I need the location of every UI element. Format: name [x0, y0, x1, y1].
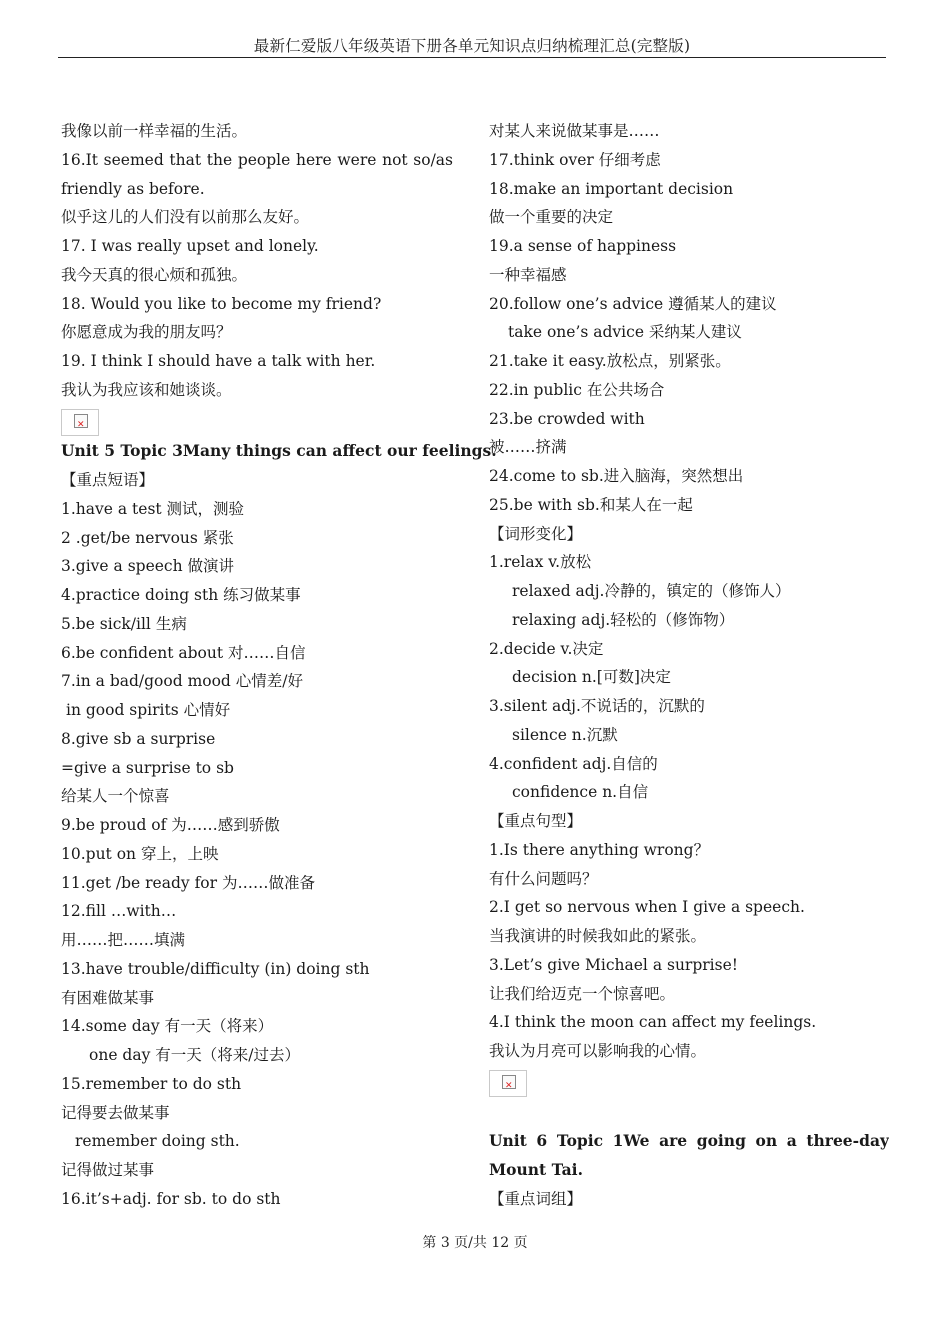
text-line: 1.relax v.放松 [489, 553, 592, 572]
left-column [61, 117, 497, 1214]
text-line: 【重点词组】 [489, 1189, 583, 1208]
text-line: 给某人一个惊喜 [61, 787, 170, 806]
text-line: 做一个重要的决定 [489, 208, 614, 227]
text-line: 我认为我应该和她谈谈。 [61, 380, 232, 399]
text-line: 2.I get so nervous when I give a speech. [489, 898, 805, 917]
text-line: 8.give sb a surprise [61, 729, 216, 748]
header-rule [58, 57, 886, 58]
text-line: 【重点短语】 [61, 471, 155, 489]
text-line: 2.decide v.决定 [489, 639, 604, 658]
broken-image-icon [61, 409, 99, 436]
text-line: confidence n.自信 [512, 783, 649, 802]
text-line: one day 有一天（将来/过去） [89, 1046, 300, 1064]
text-line: 3.Let’s give Michael a surprise! [489, 955, 738, 974]
text-line: relaxed adj.冷静的，镇定的（修饰人） [512, 582, 791, 600]
text-line: 1.have a test 测试，测验 [61, 499, 245, 518]
text-line: 4.I think the moon can affect my feelings. [489, 1013, 817, 1032]
image-placeholder [61, 409, 453, 438]
text-line: =give a surprise to sb [61, 758, 234, 777]
text-line: 被……挤满 [489, 438, 567, 457]
text-line: 4.practice doing sth 练习做某事 [61, 586, 301, 604]
text-line: 【词形变化】 [489, 524, 583, 543]
text-line: 19.a sense of happiness [489, 237, 677, 255]
text-line: 10.put on 穿上，上映 [61, 844, 219, 863]
text-line: 13.have trouble/difficulty (in) doing sth [61, 959, 370, 978]
text-line: 21.take it easy.放松点，别紧张。 [489, 352, 731, 370]
text-line: friendly as before. [61, 179, 205, 198]
text-line: decision n.[可数]决定 [512, 668, 671, 687]
text-line: 有困难做某事 [61, 988, 155, 1007]
right-column [489, 117, 889, 1214]
text-line: 3.silent adj.不说话的，沉默的 [489, 697, 705, 715]
text-line: 我认为月亮可以影响我的心情。 [489, 1042, 707, 1060]
text-line: take one’s advice 采纳某人建议 [508, 323, 742, 342]
text-line: 18.make an important decision [489, 179, 734, 198]
text-line: 16.It seemed that the people here were not so/as [61, 150, 453, 169]
text-line: 记得要去做某事 [61, 1103, 170, 1122]
text-line: 16.it’s+adj. for sb. to do sth [61, 1189, 281, 1208]
text-line: 7.in a bad/good mood 心情差/好 [61, 672, 303, 691]
blank-line [489, 1099, 889, 1128]
text-line: 有什么问题吗？ [489, 869, 598, 888]
text-line: 用……把……填满 [61, 931, 186, 949]
text-line: 当我演讲的时候我如此的紧张。 [489, 927, 707, 945]
text-line: 19. I think I should have a talk with her. [61, 352, 376, 370]
text-line: relaxing adj.轻松的（修饰物） [512, 610, 735, 629]
section-heading: Mount Tai. [489, 1160, 583, 1179]
text-line: 6.be confident about 对……自信 [61, 643, 306, 662]
section-heading: Unit 6 Topic 1We are going on a three-day [489, 1131, 889, 1151]
text-line: 11.get /be ready for 为……做准备 [61, 873, 315, 892]
text-line: 对某人来说做某事是…… [489, 122, 660, 140]
text-line: 25.be with sb.和某人在一起 [489, 495, 693, 514]
text-line: 一种幸福感 [489, 265, 567, 284]
text-line: 【重点句型】 [489, 812, 583, 830]
text-line: in good spirits 心情好 [66, 701, 231, 719]
text-line: 24.come to sb.进入脑海，突然想出 [489, 467, 744, 485]
text-line: 14.some day 有一天（将来） [61, 1017, 274, 1036]
broken-image-icon [489, 1070, 527, 1097]
text-line: 我今天真的很心烦和孤独。 [61, 265, 248, 284]
text-line: 18. Would you like to become my friend? [61, 294, 382, 313]
text-line: 让我们给迈克一个惊喜吧。 [489, 984, 676, 1003]
page-header: 最新仁爱版八年级英语下册各单元知识点归纳梳理汇总(完整版) [253, 37, 691, 55]
text-line: remember doing sth. [75, 1132, 240, 1151]
text-line: 4.confident adj.自信的 [489, 754, 658, 773]
text-line: 20.follow one’s advice 遵循某人的建议 [489, 294, 777, 313]
page-footer: 第 3 页/共 12 页 [422, 1235, 528, 1251]
text-line: 5.be sick/ill 生病 [61, 614, 187, 633]
text-line: 22.in public 在公共场合 [489, 380, 665, 399]
text-line: 23.be crowded with [489, 409, 645, 428]
section-heading: Unit 5 Topic 3Many things can affect our feelings. [61, 441, 497, 461]
image-placeholder [489, 1070, 889, 1099]
text-line: 12.fill …with… [61, 902, 177, 921]
text-line: 17.think over 仔细考虑 [489, 150, 661, 169]
text-line: 9.be proud of 为……感到骄傲 [61, 816, 280, 834]
text-line: 我像以前一样幸福的生活。 [61, 122, 248, 140]
text-line: 3.give a speech 做演讲 [61, 557, 235, 576]
text-line: silence n.沉默 [512, 725, 618, 744]
text-line: 17. I was really upset and lonely. [61, 237, 319, 255]
text-line: 记得做过某事 [61, 1161, 155, 1179]
text-line: 15.remember to do sth [61, 1074, 242, 1093]
text-line: 似乎这儿的人们没有以前那么友好。 [61, 208, 310, 227]
text-line: 你愿意成为我的朋友吗？ [61, 323, 232, 342]
text-line: 2 .get/be nervous 紧张 [61, 528, 234, 547]
text-line: 1.Is there anything wrong？ [489, 840, 710, 859]
